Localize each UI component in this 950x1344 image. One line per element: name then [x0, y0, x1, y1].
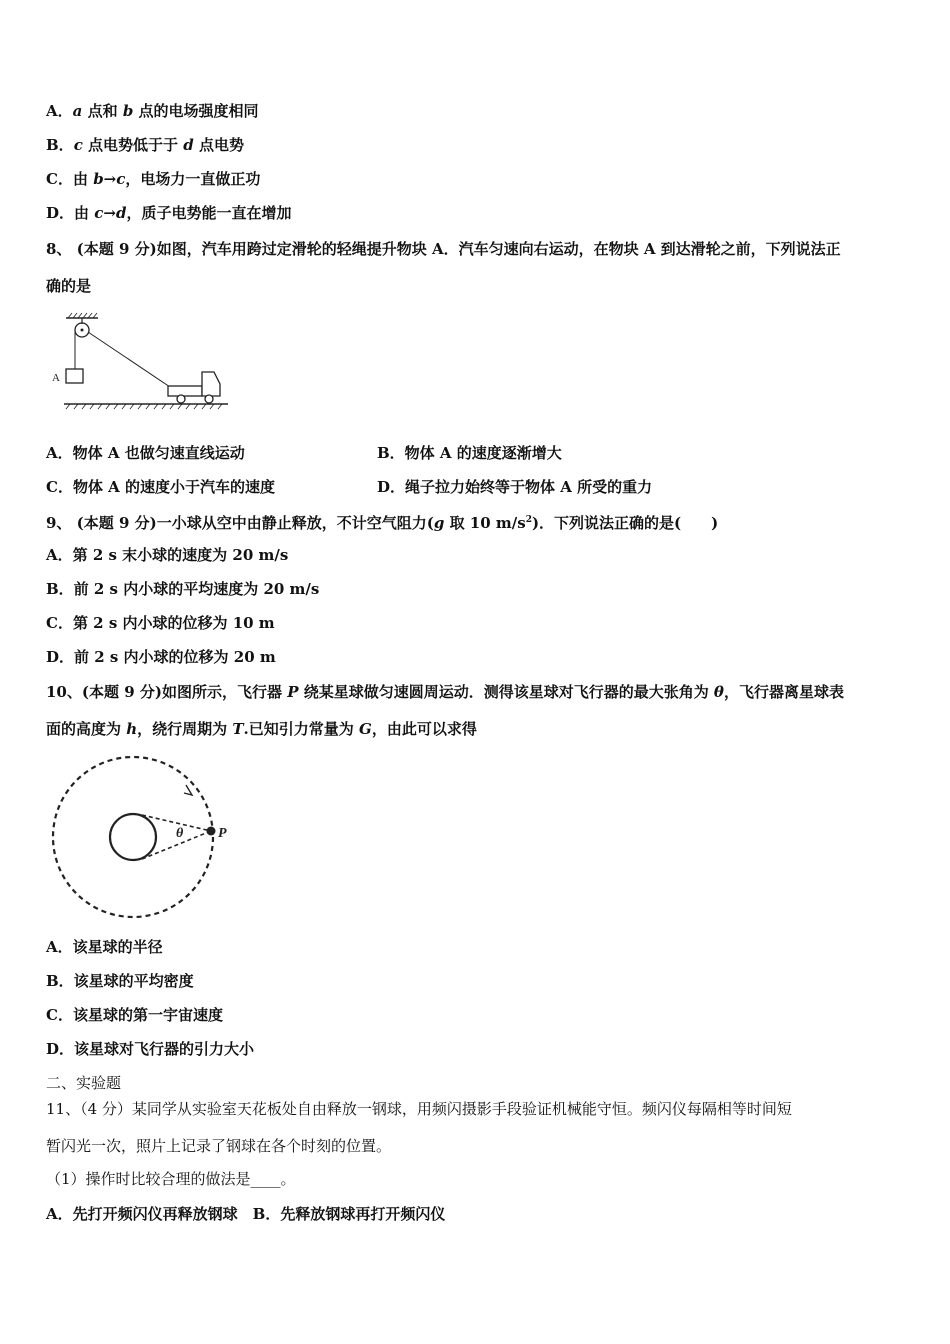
- q10-option-b: B．该星球的平均密度: [46, 972, 194, 990]
- orbit-path: [53, 757, 213, 917]
- truck: [168, 372, 220, 403]
- q8-option-c: C．物体 A 的速度小于汽车的速度: [46, 478, 276, 496]
- q8-option-d: D．绳子拉力始终等于物体 A 所受的重力: [377, 478, 653, 496]
- q7-option-d: D．由 c→d，质子电势能一直在增加: [46, 204, 292, 222]
- q8-stem-line1: 8、 (本题 9 分)如图，汽车用跨过定滑轮的轻绳提升物块 A．汽车匀速向右运动，在物块 A 到达滑轮之前，下列说法正: [46, 240, 841, 258]
- q10-option-a: A．该星球的半径: [46, 938, 163, 956]
- q9-option-a: A．第 2 s 末小球的速度为 20 m/s: [46, 546, 289, 564]
- q7-option-c: C．由 b→c，电场力一直做正功: [46, 170, 261, 188]
- q10-stem-line2: 面的高度为 h，绕行周期为 T.已知引力常量为 G，由此可以求得: [46, 720, 477, 738]
- p-label: P: [218, 826, 227, 841]
- section-title-experiment: 二、实验题: [46, 1074, 122, 1092]
- block-a: [66, 369, 83, 383]
- q11-stem-line1: 11、（4 分）某同学从实验室天花板处自由释放一钢球，用频闪摄影手段验证机械能守恒。频闪仪每隔相等时间短: [46, 1100, 792, 1118]
- spacecraft-p: [207, 827, 216, 836]
- q8-option-a: A．物体 A 也做匀速直线运动: [46, 444, 245, 462]
- q9-option-d: D．前 2 s 内小球的位移为 20 m: [46, 648, 276, 666]
- planet: [110, 814, 156, 860]
- q10-option-c: C．该星球的第一宇宙速度: [46, 1006, 223, 1024]
- q9-option-c: C．第 2 s 内小球的位移为 10 m: [46, 614, 275, 632]
- q9-option-b: B．前 2 s 内小球的平均速度为 20 m/s: [46, 580, 320, 598]
- q8-stem-line2: 确的是: [46, 277, 92, 295]
- q11-subquestion-1: （1）操作时比较合理的做法是____。: [46, 1170, 296, 1188]
- q10-option-d: D．该星球对飞行器的引力大小: [46, 1040, 255, 1058]
- pulley-truck-figure: [46, 312, 231, 412]
- block-a-label: A: [52, 372, 60, 384]
- q11-stem-line2: 暂闪光一次，照片上记录了钢球在各个时刻的位置。: [46, 1137, 392, 1155]
- orbit-figure: [48, 755, 238, 920]
- q7-option-b: B．c 点电势低于于 d 点电势: [46, 136, 245, 154]
- q10-stem-line1: 10、(本题 9 分)如图所示，飞行器 P 绕某星球做匀速圆周运动．测得该星球对飞行器的最大张角为 θ，飞行器离星球表: [46, 683, 844, 701]
- q7-option-a: A．a 点和 b 点的电场强度相同: [46, 102, 259, 120]
- q9-stem: 9、 (本题 9 分)一小球从空中由静止释放，不计空气阻力(g 取 10 $m/s^2$)．下列说法正确的是( ): [46, 514, 719, 532]
- rope-diagonal: [88, 332, 170, 387]
- q8-option-b: B．物体 A 的速度逐渐增大: [377, 444, 562, 462]
- q11-options: A．先打开频闪仪再释放钢球 B．先释放钢球再打开频闪仪: [46, 1205, 446, 1223]
- theta-label: θ: [176, 826, 184, 841]
- direction-arrow: [184, 785, 192, 795]
